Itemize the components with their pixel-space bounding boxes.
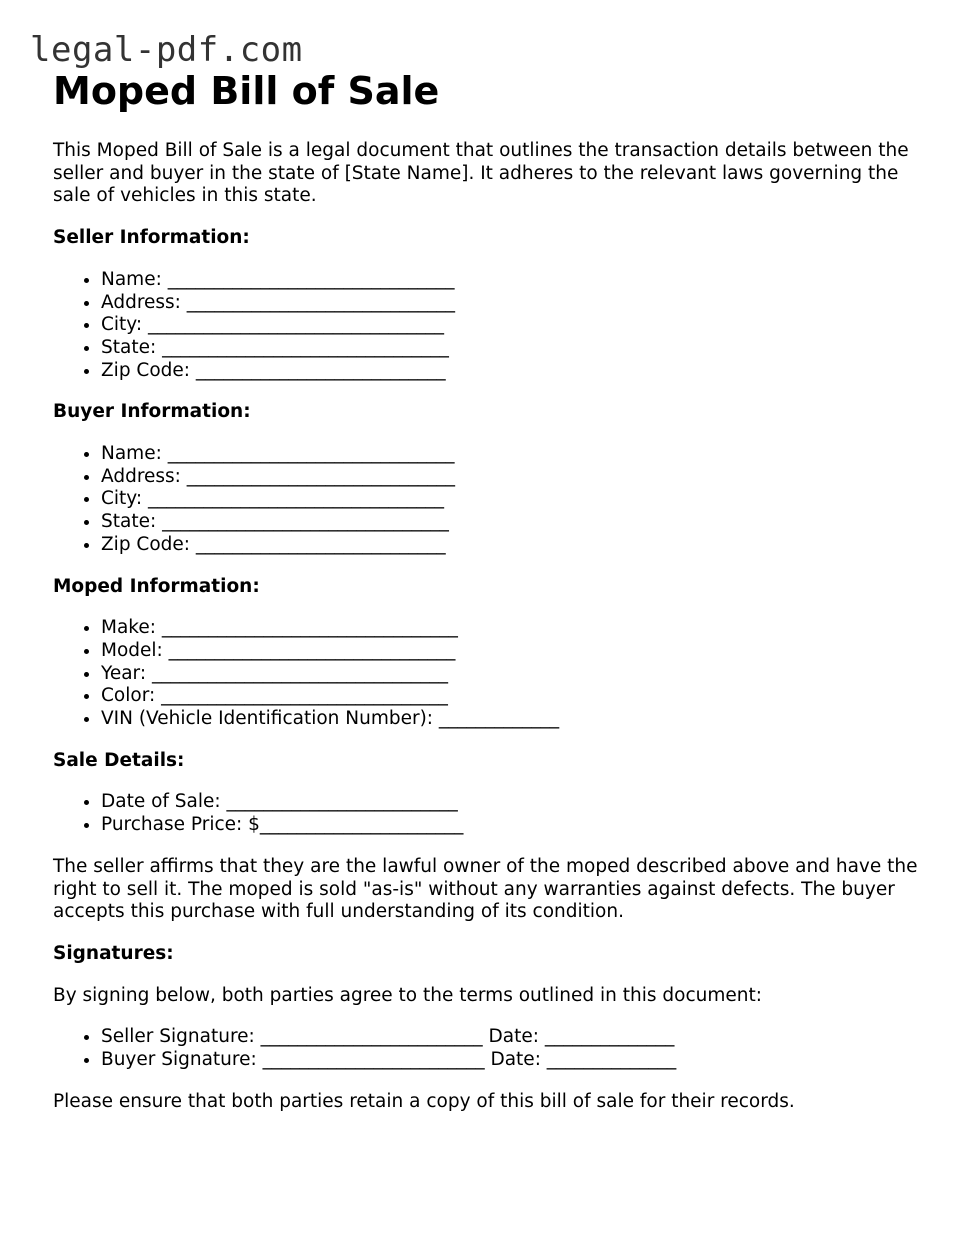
seller-signature-field[interactable]: • Seller Signature: ________________________ Date: ______________ — [101, 1026, 933, 1049]
buyer-list — [53, 443, 933, 557]
signatures-list — [53, 1026, 933, 1071]
seller-name-field[interactable]: • Name: _______________________________ — [101, 269, 933, 292]
moped-make-field[interactable]: • Make: ________________________________ — [101, 617, 933, 640]
sale-date-field[interactable]: • Date of Sale: _________________________ — [101, 791, 933, 814]
intro-paragraph: This Moped Bill of Sale is a legal document that outlines the transaction details between the seller and buyer in the state of [State Name]. It adheres to the relevant laws governing the sale of vehicles in this state. — [53, 140, 909, 207]
moped-vin-field[interactable]: • VIN (Vehicle Identification Number): _____________ — [101, 708, 933, 731]
document-title: Moped Bill of Sale — [53, 69, 440, 113]
moped-heading: Moped Information: — [53, 575, 260, 597]
closing-paragraph: Please ensure that both parties retain a copy of this bill of sale for their records. — [53, 1090, 795, 1112]
affirmation-paragraph: The seller affirms that they are the lawful owner of the moped described above and have the right to sell it. The moped is sold "as-is" without any warranties against defects. The buyer accepts this purchase with full understanding of its condition. — [53, 855, 918, 923]
seller-city-field[interactable]: • City: ________________________________ — [101, 314, 933, 337]
seller-state-field[interactable]: • State: _______________________________ — [101, 337, 933, 360]
moped-year-field[interactable]: • Year: ________________________________ — [101, 663, 933, 686]
sale-heading: Sale Details: — [53, 749, 185, 771]
buyer-name-field[interactable]: • Name: _______________________________ — [101, 443, 933, 466]
seller-zip-field[interactable]: • Zip Code: ___________________________ — [101, 360, 933, 383]
buyer-address-field[interactable]: • Address: _____________________________ — [101, 466, 933, 489]
buyer-heading: Buyer Information: — [53, 401, 251, 423]
buyer-state-field[interactable]: • State: _______________________________ — [101, 511, 933, 534]
signatures-lead: By signing below, both parties agree to the terms outlined in this document: — [53, 984, 762, 1006]
buyer-signature-field[interactable]: • Buyer Signature: ________________________ Date: ______________ — [101, 1049, 933, 1072]
seller-address-field[interactable]: • Address: _____________________________ — [101, 292, 933, 315]
sale-list — [53, 791, 933, 836]
document-body — [53, 68, 933, 1114]
buyer-zip-field[interactable]: • Zip Code: ___________________________ — [101, 534, 933, 557]
signatures-heading: Signatures: — [53, 942, 174, 964]
buyer-city-field[interactable]: • City: ________________________________ — [101, 488, 933, 511]
sale-price-field[interactable]: • Purchase Price: $______________________ — [101, 814, 933, 837]
moped-model-field[interactable]: • Model: _______________________________ — [101, 640, 933, 663]
moped-list — [53, 617, 933, 731]
watermark-logo: legal-pdf.com — [30, 30, 303, 70]
moped-color-field[interactable]: • Color: _______________________________ — [101, 685, 933, 708]
seller-heading: Seller Information: — [53, 227, 250, 249]
seller-list — [53, 269, 933, 383]
